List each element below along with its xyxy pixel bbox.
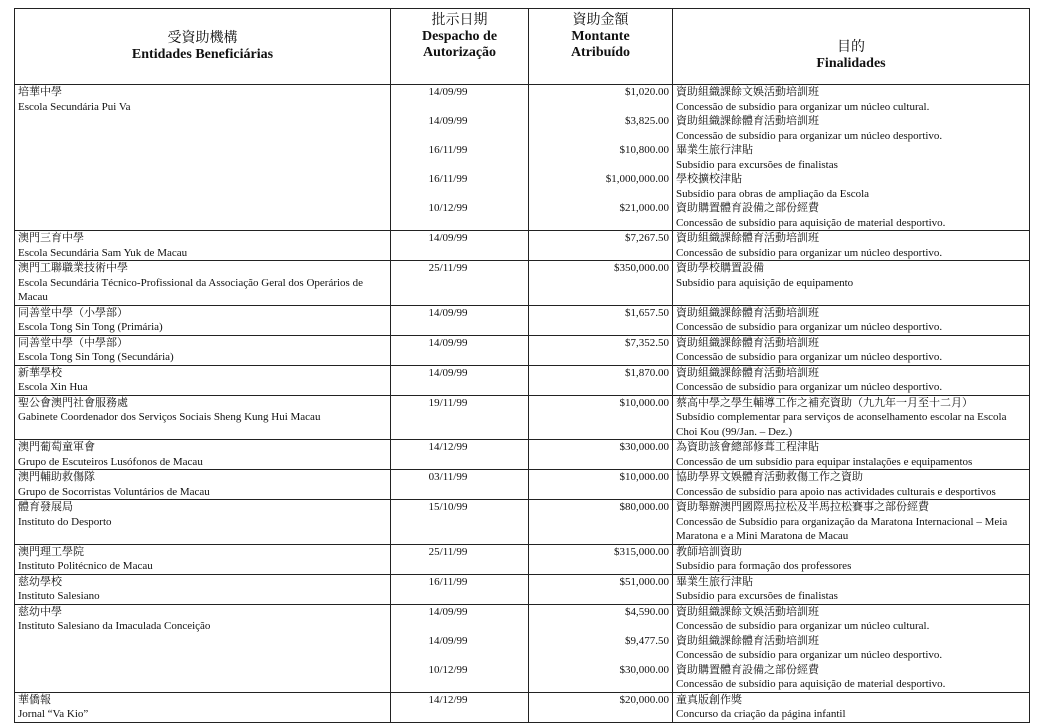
purpose-pt: Concessão de subsídio para organizar um núcleo desportivo. <box>676 649 943 661</box>
table-row <box>15 470 1029 500</box>
authorization-date: 14/09/99 <box>391 605 529 634</box>
purpose-zh: 資助組織課餘體育活動培訓班 <box>676 366 819 379</box>
authorization-date: 14/09/99 <box>391 85 529 114</box>
purpose <box>673 440 1029 469</box>
entity-name-zh: 同善堂中學（中學部） <box>18 336 128 349</box>
purpose-zh: 蔡高中學之學生輔導工作之補充資助（九九年一月至十二月） <box>676 396 973 409</box>
entity-name-pt: Gabinete Coordenador dos Serviços Sociais Sheng Kung Hui Macau <box>18 411 321 423</box>
authorization-date: 14/09/99 <box>391 114 529 143</box>
purpose <box>673 575 1029 604</box>
entity-name-zh: 慈幼學校 <box>18 575 62 588</box>
purpose-zh: 資助組織課餘體育活動培訓班 <box>676 634 819 647</box>
purpose <box>673 396 1029 440</box>
entity-name-pt: Escola Xin Hua <box>18 381 88 393</box>
purpose <box>673 201 1029 230</box>
entity-name-pt: Escola Secundária Técnico-Profissional da Associação Geral dos Operários de Macau <box>18 276 363 303</box>
header-purpose <box>673 9 1029 84</box>
table-row <box>15 231 1029 261</box>
entity-name-zh: 澳門理工學院 <box>18 545 84 558</box>
purpose-zh: 教師培訓資助 <box>676 545 742 558</box>
purpose <box>673 693 1029 722</box>
entity-cell <box>15 396 391 440</box>
table-row <box>15 545 1029 575</box>
amount: $30,000.00 <box>529 440 673 469</box>
entity-name-pt: Instituto Politécnico de Macau <box>18 560 153 572</box>
entity-name-zh: 澳門輔助救傷隊 <box>18 471 95 483</box>
table-row <box>15 85 1029 231</box>
authorization-date: 14/12/99 <box>391 440 529 469</box>
entity-name-pt: Jornal “Va Kio” <box>18 708 89 720</box>
entity-name-zh: 慈幼中學 <box>18 605 62 618</box>
table-row <box>15 693 1029 722</box>
purpose <box>673 500 1029 544</box>
table-body <box>15 85 1029 722</box>
entity-cell <box>15 500 391 544</box>
header-purpose-pt: Finalidades <box>816 55 886 71</box>
entity-name-pt: Grupo de Escuteiros Lusófonos de Macau <box>18 455 203 468</box>
authorization-date: 10/12/99 <box>391 663 529 692</box>
entity-name-zh: 澳門葡萄童軍會 <box>18 441 95 453</box>
authorization-date: 16/11/99 <box>391 143 529 172</box>
purpose-zh: 為資助該會總部修葺工程津貼 <box>676 441 819 453</box>
amount: $21,000.00 <box>529 201 673 230</box>
table-row <box>15 575 1029 605</box>
entity-name-zh: 聖公會澳門社會服務處 <box>18 396 128 409</box>
entity-cell <box>15 306 391 335</box>
purpose-zh: 資助組織課餘文娛活動培訓班 <box>676 86 819 98</box>
purpose-pt: Concessão de subsídio para aquisição de material desportivo. <box>676 216 946 229</box>
table-row <box>15 306 1029 336</box>
entity-cell <box>15 231 391 260</box>
entity-name-pt: Grupo de Socorristas Voluntários de Macau <box>18 485 210 498</box>
entity-cell <box>15 575 391 604</box>
purpose-zh: 資助組織課餘體育活動培訓班 <box>676 115 819 127</box>
table-header <box>15 9 1029 85</box>
purpose-zh: 資助組織課餘體育活動培訓班 <box>676 306 819 319</box>
purpose <box>673 261 1029 305</box>
purpose-zh: 資助組織課餘文娛活動培訓班 <box>676 605 819 618</box>
entity-name-pt: Escola Tong Sin Tong (Primária) <box>18 321 163 333</box>
table-row <box>15 500 1029 545</box>
purpose <box>673 470 1029 499</box>
entity-name-pt: Escola Tong Sin Tong (Secundária) <box>18 351 174 363</box>
header-date-zh: 批示日期 <box>431 13 488 28</box>
authorization-date: 14/09/99 <box>391 231 529 260</box>
purpose-zh: 學校擴校津貼 <box>676 173 742 185</box>
purpose <box>673 143 1029 172</box>
entity-name-pt: Escola Secundária Pui Va <box>18 100 131 113</box>
purpose-pt: Concessão de subsídio para organizar um núcleo cultural. <box>676 100 930 113</box>
authorization-date: 14/09/99 <box>391 306 529 335</box>
table-row <box>15 605 1029 693</box>
purpose-pt: Subsídio para obras de ampliação da Escola <box>676 187 870 200</box>
header-entities-zh: 受資助機構 <box>167 30 238 46</box>
amount: $30,000.00 <box>529 663 673 692</box>
table-row <box>15 396 1029 441</box>
entity-cell <box>15 440 391 469</box>
amount: $1,000,000.00 <box>529 172 673 201</box>
purpose-pt: Concessão de subsídio para organizar um núcleo cultural. <box>676 620 930 632</box>
table-row <box>15 366 1029 396</box>
purpose-zh: 協助學界文娛體育活動救傷工作之資助 <box>676 471 863 483</box>
amount: $80,000.00 <box>529 500 673 544</box>
purpose-zh: 資助組織課餘體育活動培訓班 <box>676 336 819 349</box>
amount: $7,267.50 <box>529 231 673 260</box>
amount: $10,800.00 <box>529 143 673 172</box>
authorization-date: 16/11/99 <box>391 172 529 201</box>
purpose-pt: Subsídio para excursões de finalistas <box>676 590 838 602</box>
entity-name-pt: Instituto do Desporto <box>18 515 112 528</box>
purpose-pt: Subsídio para excursões de finalistas <box>676 158 838 171</box>
purpose-zh: 童真版創作獎 <box>676 693 742 706</box>
authorization-date: 15/10/99 <box>391 500 529 544</box>
authorization-date: 03/11/99 <box>391 470 529 499</box>
purpose-zh: 畢業生旅行津貼 <box>676 575 753 588</box>
purpose <box>673 336 1029 365</box>
purpose <box>673 545 1029 574</box>
amount: $7,352.50 <box>529 336 673 365</box>
purpose-pt: Concessão de um subsídio para equipar instalações e equipamentos <box>676 455 973 468</box>
entity-cell <box>15 470 391 499</box>
header-date-pt2: Autorização <box>422 45 497 60</box>
purpose-zh: 資助購置體育設備之部份經費 <box>676 202 819 214</box>
entity-name-zh: 澳門三育中學 <box>18 232 84 244</box>
entity-cell <box>15 693 391 722</box>
header-date <box>391 9 529 84</box>
entity-name-pt: Instituto Salesiano da Imaculada Conceição <box>18 620 211 632</box>
authorization-date: 14/09/99 <box>391 336 529 365</box>
entity-name-zh: 華僑報 <box>18 693 51 706</box>
subsidy-table <box>14 8 1030 723</box>
entity-name-zh: 澳門工聯職業技術中學 <box>18 262 128 274</box>
amount: $10,000.00 <box>529 470 673 499</box>
purpose-zh: 資助舉辦澳門國際馬拉松及半馬拉松賽事之部份經費 <box>676 501 929 513</box>
amount: $1,020.00 <box>529 85 673 114</box>
entity-cell <box>15 605 391 692</box>
header-amount-pt2: Atribuído <box>570 45 631 60</box>
entity-cell <box>15 366 391 395</box>
amount: $1,870.00 <box>529 366 673 395</box>
purpose <box>673 172 1029 201</box>
authorization-date: 14/09/99 <box>391 634 529 663</box>
entity-cell <box>15 261 391 305</box>
purpose <box>673 306 1029 335</box>
header-entities-pt: Entidades Beneficiárias <box>131 46 274 62</box>
amount: $3,825.00 <box>529 114 673 143</box>
purpose-pt: Concessão de subsídio para organizar um núcleo desportivo. <box>676 246 943 259</box>
header-amount <box>529 9 673 84</box>
amount: $20,000.00 <box>529 693 673 722</box>
entity-name-zh: 培華中學 <box>18 86 62 98</box>
purpose-zh: 資助學校購置設備 <box>676 262 764 274</box>
entity-name-zh: 新華學校 <box>18 366 62 379</box>
entity-cell <box>15 545 391 574</box>
amount: $9,477.50 <box>529 634 673 663</box>
table-row <box>15 261 1029 306</box>
authorization-date: 25/11/99 <box>391 261 529 305</box>
purpose <box>673 366 1029 395</box>
purpose-pt: Concessão de subsídio para organizar um núcleo desportivo. <box>676 351 943 363</box>
header-purpose-zh: 目的 <box>837 39 865 55</box>
purpose-pt: Concessão de subsídio para organizar um núcleo desportivo. <box>676 129 943 142</box>
header-amount-zh: 資助金額 <box>572 13 629 28</box>
purpose-pt: Concessão de Subsídio para organização da Maratona Internacional – Meia Maratona e a Mini Maratona de Macau <box>676 515 1008 542</box>
purpose-pt: Concurso da criação da página infantil <box>676 708 846 720</box>
purpose-pt: Concessão de subsídio para organizar um núcleo desportivo. <box>676 321 943 333</box>
amount: $10,000.00 <box>529 396 673 440</box>
purpose-pt: Subsídio para formação dos professores <box>676 560 852 572</box>
authorization-date: 16/11/99 <box>391 575 529 604</box>
purpose-zh: 資助購置體育設備之部份經費 <box>676 663 819 676</box>
purpose-pt: Concessão de subsídio para aquisição de material desportivo. <box>676 678 946 690</box>
purpose-pt: Subsídio para aquisição de equipamento <box>676 276 854 289</box>
entity-name-pt: Instituto Salesiano <box>18 590 100 602</box>
table-row <box>15 440 1029 470</box>
authorization-date: 14/12/99 <box>391 693 529 722</box>
entity-cell <box>15 336 391 365</box>
entity-name-zh: 同善堂中學（小學部） <box>18 306 128 319</box>
header-amount-pt1: Montante <box>571 29 630 44</box>
entity-name-zh: 體育發展局 <box>18 501 73 513</box>
entity-name-pt: Escola Secundária Sam Yuk de Macau <box>18 246 188 259</box>
purpose-pt: Subsídio complementar para serviços de aconselhamento escolar na Escola Choi Kou (99/Jan. – Dez.) <box>676 411 1007 438</box>
amount: $4,590.00 <box>529 605 673 634</box>
authorization-date: 25/11/99 <box>391 545 529 574</box>
purpose <box>673 231 1029 260</box>
purpose <box>673 663 1029 692</box>
purpose-zh: 資助組織課餘體育活動培訓班 <box>676 232 819 244</box>
purpose-pt: Concessão de subsídio para apoio nas actividades culturais e desportivos <box>676 485 996 498</box>
purpose <box>673 605 1029 634</box>
authorization-date: 10/12/99 <box>391 201 529 230</box>
header-entities <box>15 9 391 84</box>
amount: $350,000.00 <box>529 261 673 305</box>
entity-cell <box>15 85 391 230</box>
authorization-date: 14/09/99 <box>391 366 529 395</box>
amount: $315,000.00 <box>529 545 673 574</box>
table-row <box>15 336 1029 366</box>
header-date-pt1: Despacho de <box>421 29 498 44</box>
amount: $1,657.50 <box>529 306 673 335</box>
purpose <box>673 85 1029 114</box>
authorization-date: 19/11/99 <box>391 396 529 440</box>
purpose <box>673 634 1029 663</box>
purpose-zh: 畢業生旅行津貼 <box>676 144 753 156</box>
amount: $51,000.00 <box>529 575 673 604</box>
purpose <box>673 114 1029 143</box>
purpose-pt: Concessão de subsídio para organizar um núcleo desportivo. <box>676 381 943 393</box>
